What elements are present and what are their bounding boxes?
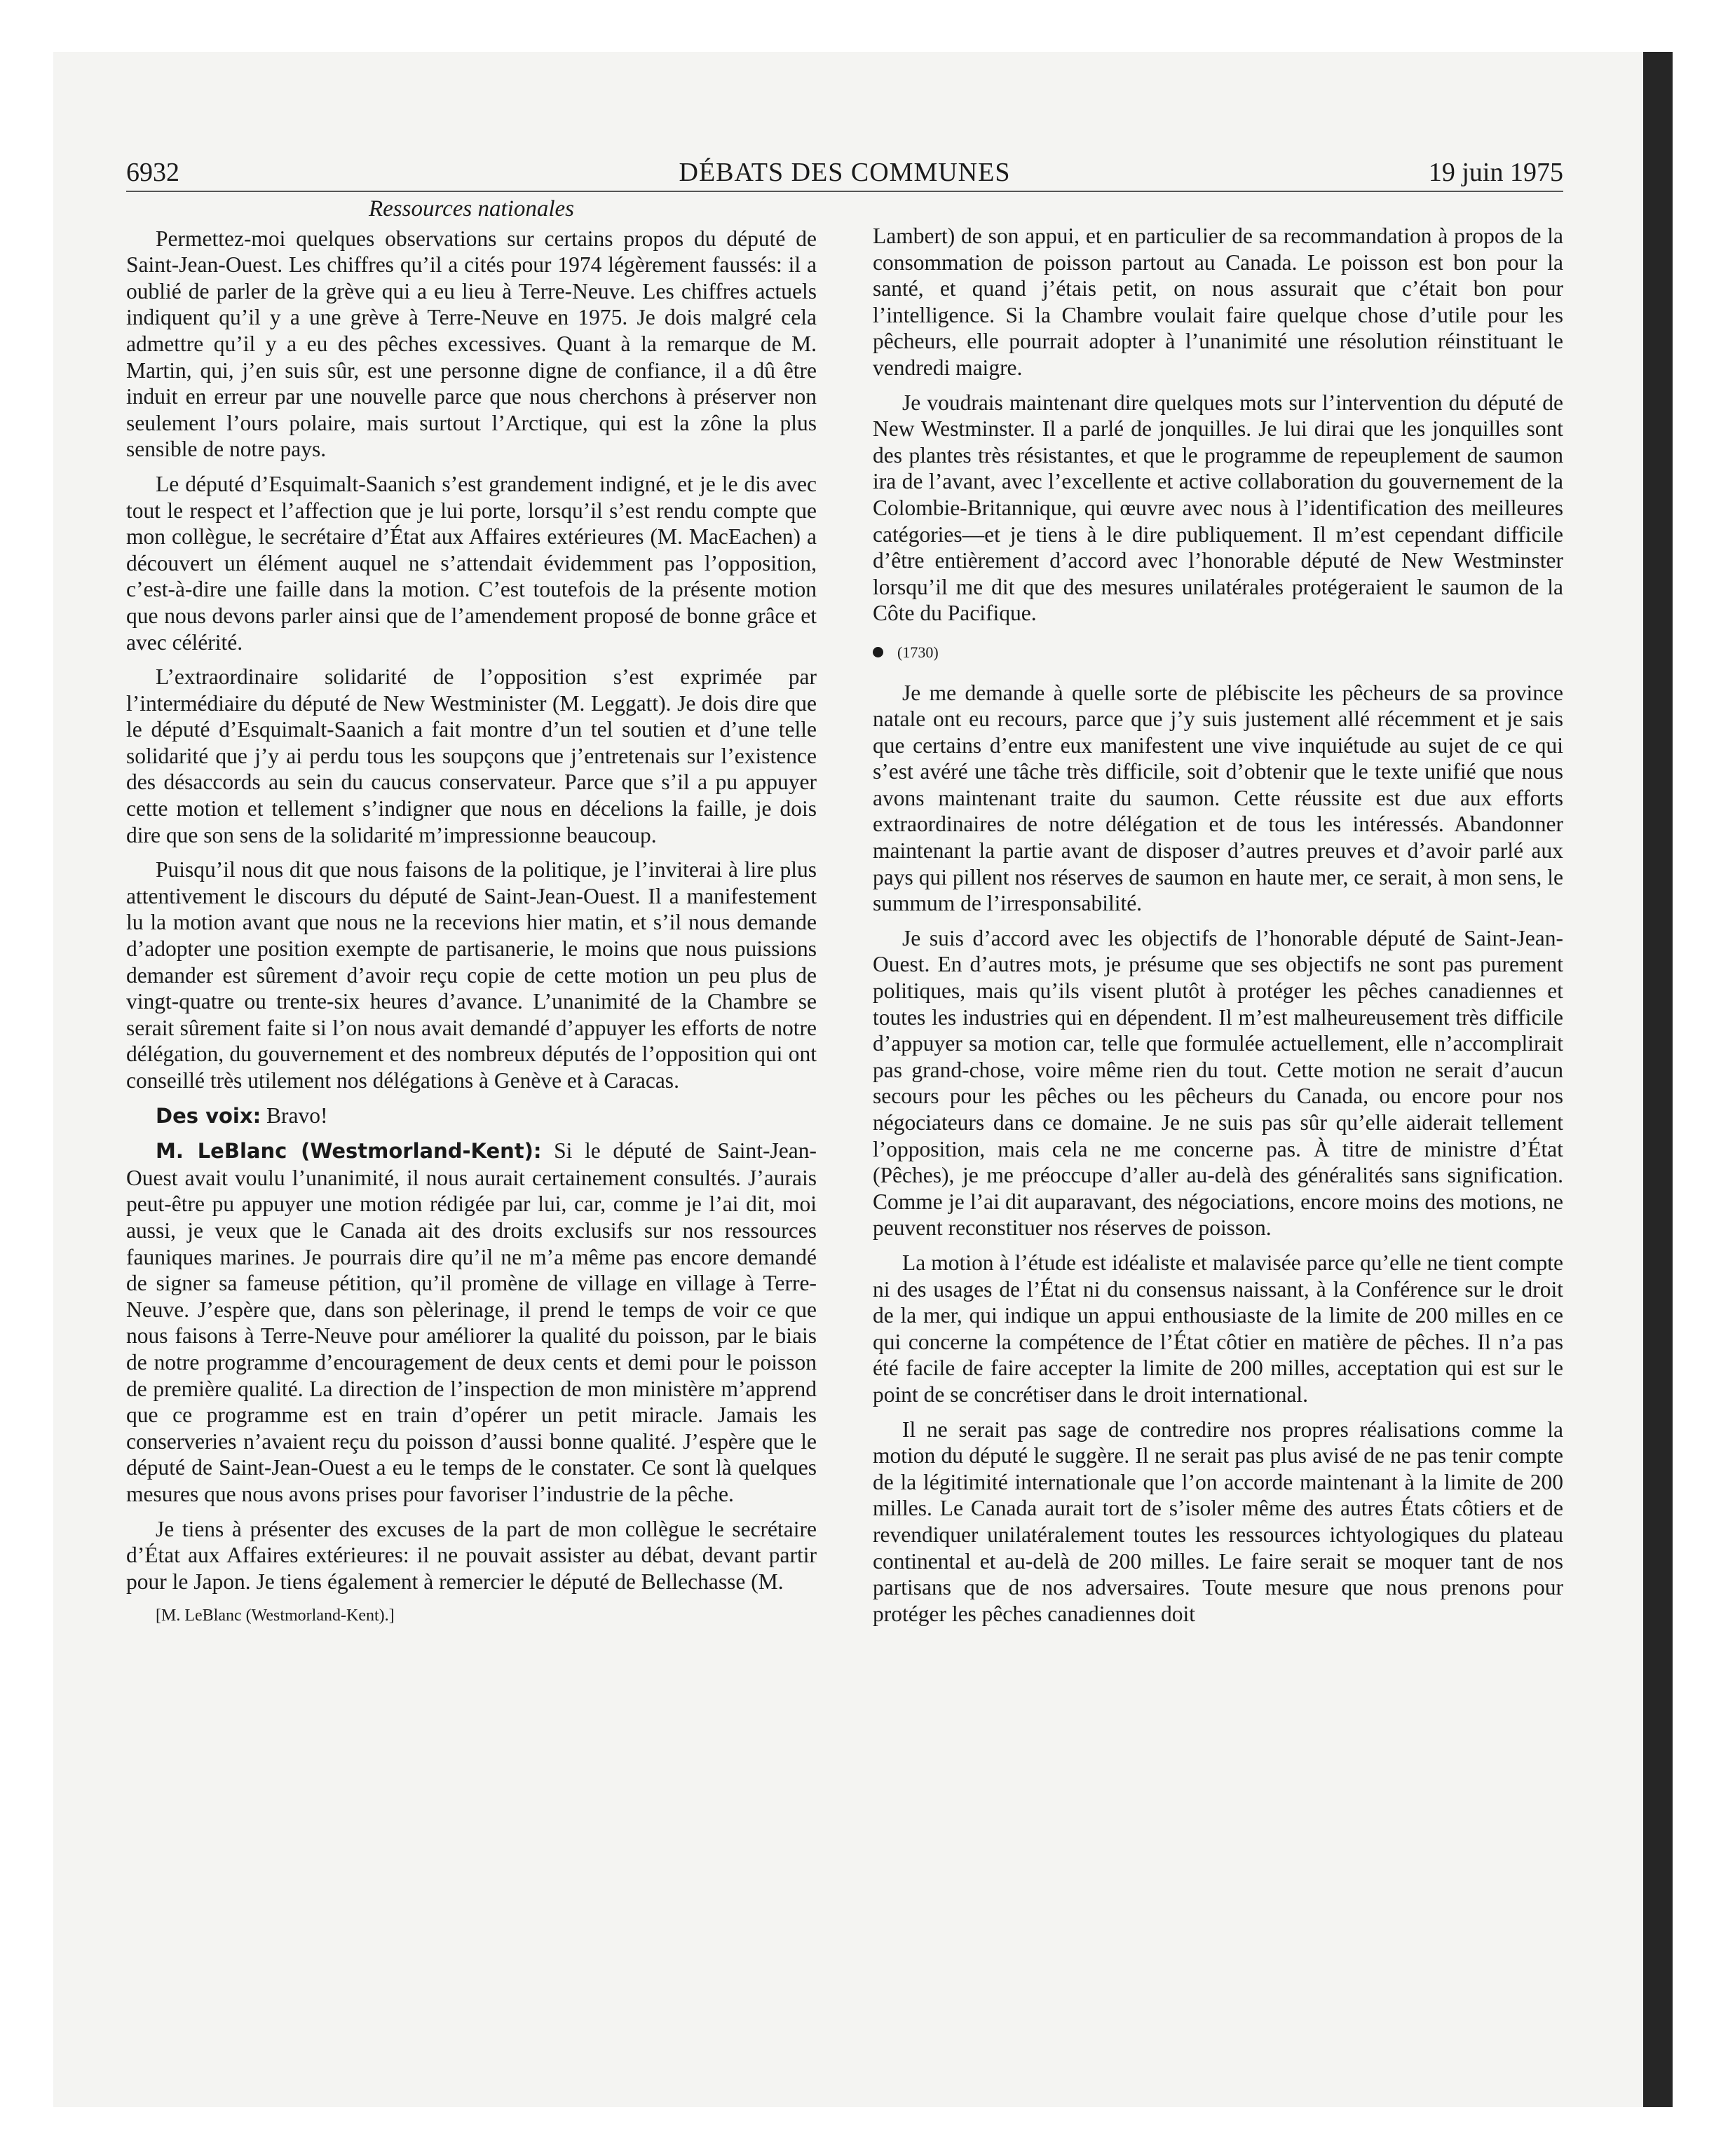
paragraph: Il ne serait pas sage de contredire nos propres réalisations comme la motion du député le suggère. Il ne serait pas plus avisé de ne pas tenir compte de la légitimité internationale que l’on accorde maintenant à la limite de 200 milles. Le Canada aurait tort de s’isoler même des autres États côtiers et de revendiquer unilatéralement toutes les ressources ichtyologiques du plateau continental et au-delà de 200 milles. Le faire serait se moquer tant de nos partisans que de nos adversaires. Toute mesure que nous prenons pour protéger les pêches canadiennes doit	[873, 1417, 1563, 1626]
paragraph: Lambert) de son appui, et en particulier de sa recommandation à propos de la consommation de poisson partout au Canada. Le poisson est bon pour la santé, et quand j’étais petit, on nous assurait que c’était bon pour l’intelligence. Si la Chambre voulait faire quelque chose d’utile pour les pêcheurs, elle pourrait adopter à l’unanimité une résolution réinstituant le vendredi maigre.	[873, 224, 1563, 380]
paragraph: Je suis d’accord avec les objectifs de l’honorable député de Saint-Jean-Ouest. En d’autres mots, je présume que ses objectifs ne sont pas purement politiques, mais qu’ils visent plutôt à protéger les pêches canadiennes et toutes les industries qui en dépendent. Il m’est malheureusement très difficile d’appuyer sa motion car, telle que formulée actuellement, elle n’accomplirait pas grand-chose, voire même rien du tout. Cette motion ne serait d’aucun secours pour les pêches ou les pêcheurs du Canada, ou encore pour nos négociateurs dans ce domaine. Je ne suis pas sûr qu’elle aiderait tellement l’opposition, mais cela ne me concerne pas. À titre de ministre d’État (Pêches), je me préoccupe d’aller au-delà des généralités sans signification. Comme je l’ai dit auparavant, des négociations, encore moins des motions, ne peuvent reconstituer nos réserves de poisson.	[873, 925, 1563, 1241]
interjection-text: Bravo!	[266, 1103, 328, 1128]
paragraph: Puisqu’il nous dit que nous faisons de la politique, je l’inviterai à lire plus attentivement le discours du député de Saint-Jean-Ouest. Il a manifestement lu la motion avant que nous ne la recevions hier matin, et s’il nous demande d’adopter une position exempte de partisanerie, le moins que nous puissions demander est sûrement d’avoir reçu copie de cette motion un peu plus de vingt-quatre ou trente-six heures d’avance. L’unanimité de la Chambre se serait sûrement faite si l’on nous avait demandé d’appuyer les efforts de notre délégation, du gouvernement et des nombreux députés de l’opposition qui ont conseillé très utilement nos délégations à Genève et à Caracas.	[126, 857, 817, 1093]
document-page	[126, 156, 1563, 1626]
speech-text: Si le député de Saint-Jean-Ouest avait voulu l’unanimité, il nous aurait certainement consultés. J’aurais peut-être pu appuyer une motion rédigée par lui, car, comme je l’ai dit, moi aussi, je veux que le Canada ait des droits exclusifs sur nos ressources fauniques marines. Je pourrais dire qu’il ne m’a même pas encore demandé de signer sa fameuse pétition, qu’il promène de village en village à Terre-Neuve. J’espère que, dans son pèlerinage, il prend le temps de voir ce que nous faisons à Terre-Neuve pour améliorer la qualité du poisson, par le biais de notre programme d’encouragement de deux cents et demi pour le poisson de première qualité. La direction de l’inspection de mon ministère m’apprend que ce programme est en train d’opérer un petit miracle. Jamais les conserveries n’avaient reçu du poisson d’aussi bonne qualité. J’espère que le député de Saint-Jean-Ouest a eu le temps de le constater. Ce sont là quelques mesures que nous avons prises pour favoriser l’industrie de la pêche.	[126, 1138, 817, 1506]
left-column	[126, 196, 817, 1638]
paragraph: Je tiens à présenter des excuses de la part de mon collègue le secrétaire d’État aux Affaires extérieures: il ne pouvait assister au débat, devant partir pour le Japon. Je tiens également à remercier le député de Bellechasse (M.	[126, 1516, 817, 1594]
scan-edge-bar	[1643, 52, 1673, 2107]
speaker-name: Des voix:	[156, 1103, 261, 1128]
section-title: Ressources nationales	[369, 196, 574, 221]
paragraph: L’extraordinaire solidarité de l’opposition s’est exprimée par l’intermédiaire du député de New Westminister (M. Leggatt). Je dois dire que le député d’Esquimalt-Saanich a fait montre d’un tel soutien et d’une telle solidarité que j’y ai perdu tous les soupçons que j’entretenais sur l’existence des désaccords au sein du caucus conservateur. Parce que s’il a pu appuyer cette motion et tellement s’indigner que nous en décelions la faille, je dois dire que son sens de la solidarité m’impressionne beaucoup.	[126, 664, 817, 847]
bullet-dot-icon	[873, 647, 883, 657]
time-marker	[873, 639, 1563, 666]
paragraph: La motion à l’étude est idéaliste et malavisée parce qu’elle ne tient compte ni des usages de l’État ni du consensus naissant, à la Conférence sur le droit de la mer, qui indique un appui enthousiaste de la limite de 200 milles en ce qui concerne la compétence de l’État côtier en matière de pêches. Il n’a pas été facile de faire accepter la limite de 200 milles, acceptation qui est sur le point de se concrétiser dans le droit international.	[873, 1250, 1563, 1407]
speaker-footnote: [M. LeBlanc (Westmorland-Kent).]	[156, 1606, 395, 1625]
running-header	[126, 156, 1563, 192]
paragraph: Permettez-moi quelques observations sur certains propos du député de Saint-Jean-Ouest. Les chiffres qu’il a cités pour 1974 légèrement faussés: il a oublié de parler de la grève qui a eu lieu à Terre-Neuve. Les chiffres actuels indiquent qu’il y a une grève à Terre-Neuve en 1975. Je dois malgré cela admettre qu’il y a eu des pêches excessives. Quant à la remarque de M. Martin, qui, j’en suis sûr, est une personne digne de confiance, il a dû être induit en erreur par une nouvelle parce que nous cherchons à préserver non seulement l’ours polaire, mais surtout l’Arctique, qui est la zône la plus sensible de notre pays.	[126, 226, 817, 462]
speech-paragraph	[126, 1138, 817, 1507]
paragraph: Je me demande à quelle sorte de plébiscite les pêcheurs de sa province natale ont eu recours, parce que j’y suis justement allé récemment et je sais que certains d’entre eux manifestent une vive inquiétude au sujet de ce qui s’est avéré une tâche très difficile, soit d’obtenir que le texte unifié que nous avons maintenant traite du saumon. Cette réussite est due aux efforts extraordinaires de notre délégation et de tous les intéressés. Abandonner maintenant la partie avant de disposer d’autres preuves et d’avoir parlé aux pays qui pillent nos réserves de saumon en haute mer, ce serait, à mon sens, le summum de l’irresponsabilité.	[873, 680, 1563, 916]
sitting-date: 19 juin 1975	[1428, 158, 1563, 187]
time-marker-label: (1730)	[897, 643, 939, 661]
page-number: 6932	[126, 158, 179, 187]
paragraph: Le député d’Esquimalt-Saanich s’est grandement indigné, et je le dis avec tout le respect et l’affection que je lui porte, lorsqu’il s’est rendu compte que mon collègue, le secrétaire d’État aux Affaires extérieures (M. MacEachen) a découvert un élément auquel ne s’attendait évidemment pas l’opposition, c’est-à-dire une faille dans la motion. C’est toutefois de la présente motion que nous devons parler ainsi que de l’amendement proposé de bonne grâce et avec célérité.	[126, 471, 817, 655]
publication-title: DÉBATS DES COMMUNES	[679, 158, 1011, 187]
paragraph: Je voudrais maintenant dire quelques mots sur l’intervention du député de New Westminster. Il a parlé de jonquilles. Je lui dirai que les jonquilles sont des plantes très résistantes, et que le programme de repeuplement de saumon ira de l’avant, avec l’excellente et active collaboration du gouvernement de la Colombie-Britannique, qui œuvre avec nous à l’identification des meilleures catégories—et je tiens à le dire publiquement. Il m’est cependant difficile d’être entièrement d’accord avec l’honorable député de New Westminster lorsqu’il me dit que des mesures unilatérales protégeraient le saumon de la Côte du Pacifique.	[873, 390, 1563, 626]
right-column	[873, 223, 1563, 1635]
speaker-name: M. LeBlanc (Westmorland-Kent):	[156, 1139, 542, 1164]
interjection	[126, 1103, 817, 1130]
